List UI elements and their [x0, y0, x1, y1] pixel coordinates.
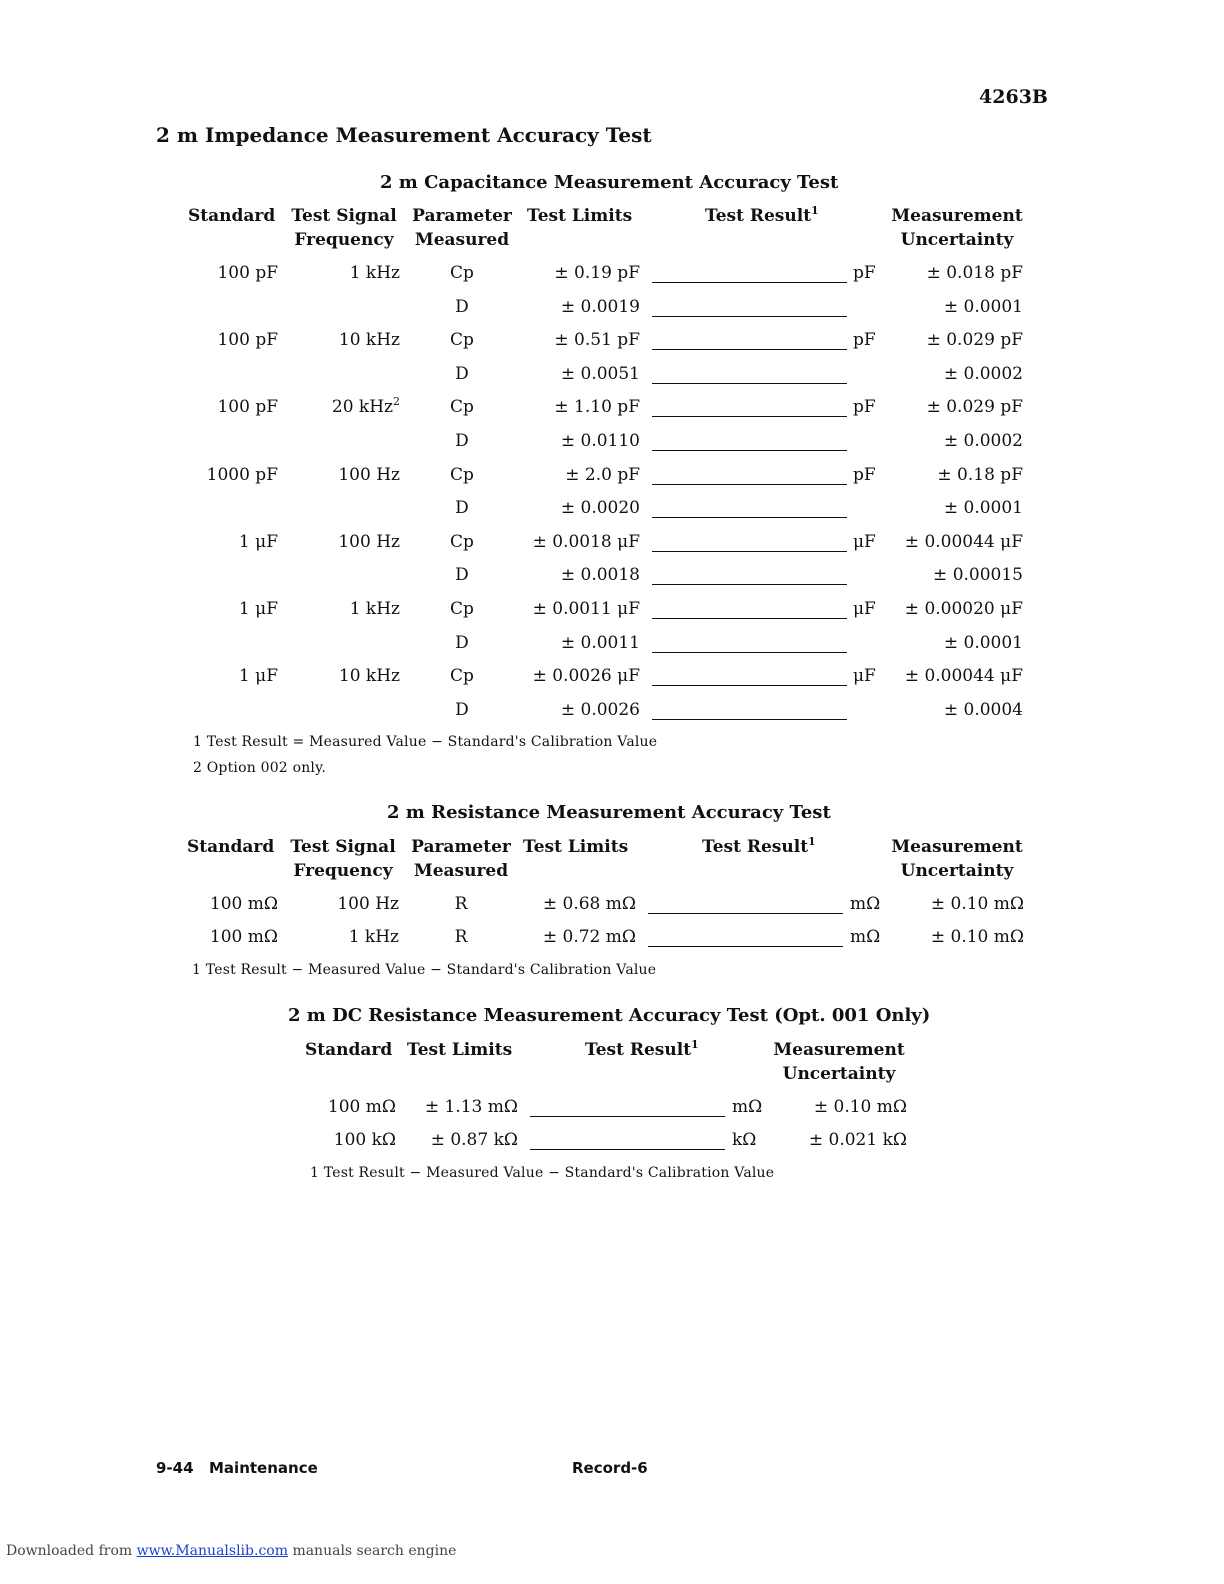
- res-parameter-cell: R: [454, 927, 468, 947]
- cap-uncertainty-cell: ± 0.00015: [933, 565, 1023, 586]
- dc-resistance-table-title: 2 m DC Resistance Measurement Accuracy Test (Opt. 001 Only): [288, 1005, 931, 1026]
- cap-limit-cell: ± 0.0018: [560, 565, 640, 586]
- dc-header-result: Test Result$^1$: [585, 1038, 699, 1060]
- cap-limit-cell: ± 0.0011 μF: [532, 599, 640, 619]
- cap-limit-cell: ± 1.10 pF: [554, 397, 640, 418]
- cap-unit-cell: μF: [853, 531, 876, 552]
- cap-standard-cell: 1000 pF: [206, 464, 278, 485]
- res-standard-cell: 100 mΩ: [209, 894, 278, 914]
- cap-parameter-cell: Cp: [450, 464, 474, 485]
- cap-unit-cell: pF: [853, 397, 876, 418]
- cap-unit-cell: pF: [853, 330, 876, 351]
- cap-parameter-cell: D: [455, 632, 469, 653]
- cap-result-blank[interactable]: [652, 719, 847, 720]
- res-parameter-cell: R: [454, 894, 468, 914]
- dc-limit-cell: ± 1.13 mΩ: [424, 1097, 518, 1117]
- download-prefix: Downloaded from: [6, 1543, 133, 1559]
- cap-limit-cell: ± 0.0026 μF: [532, 666, 640, 687]
- cap-limit-cell: ± 0.0051: [560, 363, 640, 384]
- res-header-result: Test Result$^1$: [702, 835, 816, 857]
- cap-result-blank[interactable]: [652, 517, 847, 518]
- dc-uncertainty-cell: ± 0.10 mΩ: [813, 1097, 907, 1117]
- cap-frequency-cell: 100 Hz: [338, 531, 400, 552]
- cap-result-blank[interactable]: [652, 584, 847, 585]
- res-uncertainty-cell: ± 0.10 mΩ: [930, 894, 1024, 914]
- dc-header-uncertainty: Measurement Uncertainty: [773, 1040, 905, 1084]
- cap-uncertainty-cell: ± 0.0001: [943, 498, 1023, 519]
- res-header-parameter: Parameter Measured: [411, 837, 511, 881]
- cap-result-blank[interactable]: [652, 316, 847, 317]
- footer-record: Record-6: [572, 1459, 648, 1477]
- section-title: 2 m Impedance Measurement Accuracy Test: [156, 123, 652, 147]
- cap-limit-cell: ± 0.51 pF: [554, 330, 640, 351]
- dc-standard-cell: 100 kΩ: [333, 1130, 396, 1150]
- cap-uncertainty-cell: ± 0.00020 μF: [904, 599, 1023, 619]
- capacitance-table-title: 2 m Capacitance Measurement Accuracy Test: [380, 172, 839, 193]
- resistance-table-title: 2 m Resistance Measurement Accuracy Test: [387, 802, 831, 823]
- cap-footnote-2: 2 Option 002 only.: [193, 760, 326, 776]
- cap-uncertainty-cell: ± 0.0004: [943, 699, 1023, 720]
- cap-header-parameter: Parameter Measured: [412, 206, 512, 250]
- cap-result-blank[interactable]: [652, 450, 847, 451]
- cap-parameter-cell: D: [455, 431, 469, 451]
- res-limit-cell: ± 0.72 mΩ: [542, 927, 636, 947]
- res-uncertainty-cell: ± 0.10 mΩ: [930, 927, 1024, 947]
- cap-limit-cell: ± 0.0011: [560, 632, 640, 653]
- cap-unit-cell: pF: [853, 464, 876, 485]
- footer-chapter: Maintenance: [209, 1459, 318, 1477]
- cap-footnote-1: 1 Test Result = Measured Value − Standard's Calibration Value: [193, 734, 658, 750]
- cap-limit-cell: ± 0.19 pF: [554, 263, 640, 283]
- cap-parameter-cell: Cp: [450, 263, 474, 283]
- res-result-blank[interactable]: [648, 913, 843, 914]
- res-header-uncertainty: Measurement Uncertainty: [891, 837, 1023, 881]
- cap-uncertainty-cell: ± 0.0002: [943, 431, 1023, 451]
- cap-parameter-cell: D: [455, 363, 469, 384]
- model-number: 4263B: [979, 86, 1048, 108]
- res-standard-cell: 100 mΩ: [209, 927, 278, 947]
- cap-parameter-cell: Cp: [450, 666, 474, 687]
- cap-parameter-cell: D: [455, 699, 469, 720]
- res-result-blank[interactable]: [648, 946, 843, 947]
- cap-header-uncertainty: Measurement Uncertainty: [891, 206, 1023, 250]
- cap-unit-cell: μF: [853, 599, 876, 619]
- cap-standard-cell: 100 pF: [217, 330, 278, 351]
- cap-uncertainty-cell: ± 0.0001: [943, 296, 1023, 317]
- cap-unit-cell: pF: [853, 263, 876, 283]
- cap-limit-cell: ± 2.0 pF: [565, 464, 640, 485]
- cap-limit-cell: ± 0.0026: [560, 699, 640, 720]
- cap-uncertainty-cell: ± 0.029 pF: [926, 397, 1023, 418]
- dc-header-standard: Standard: [305, 1040, 393, 1060]
- cap-result-blank[interactable]: [652, 349, 847, 350]
- cap-parameter-cell: Cp: [450, 397, 474, 418]
- cap-frequency-cell: 10 kHz: [338, 666, 400, 687]
- cap-result-blank[interactable]: [652, 685, 847, 686]
- cap-result-blank[interactable]: [652, 551, 847, 552]
- cap-result-blank[interactable]: [652, 416, 847, 417]
- dc-standard-cell: 100 mΩ: [327, 1097, 396, 1117]
- cap-result-blank[interactable]: [652, 282, 847, 283]
- cap-header-frequency: Test Signal Frequency: [291, 206, 397, 250]
- dc-unit-cell: mΩ: [732, 1097, 763, 1117]
- cap-uncertainty-cell: ± 0.029 pF: [926, 330, 1023, 351]
- res-limit-cell: ± 0.68 mΩ: [542, 894, 636, 914]
- download-line: [6, 1543, 456, 1559]
- cap-uncertainty-cell: ± 0.018 pF: [926, 263, 1023, 283]
- dc-result-blank[interactable]: [530, 1116, 725, 1117]
- cap-limit-cell: ± 0.0018 μF: [532, 531, 640, 552]
- dc-header-limits: Test Limits: [407, 1040, 513, 1060]
- download-suffix: manuals search engine: [292, 1543, 457, 1559]
- cap-parameter-cell: Cp: [450, 599, 474, 619]
- res-unit-cell: mΩ: [850, 927, 881, 947]
- cap-limit-cell: ± 0.0020: [560, 498, 640, 519]
- cap-header-result: Test Result$^1$: [705, 204, 819, 226]
- cap-standard-cell: 1 μF: [238, 666, 278, 687]
- cap-standard-cell: 100 pF: [217, 397, 278, 418]
- res-frequency-cell: 1 kHz: [348, 927, 399, 947]
- cap-standard-cell: 1 μF: [238, 599, 278, 619]
- cap-uncertainty-cell: ± 0.00044 μF: [904, 666, 1023, 687]
- cap-result-blank[interactable]: [652, 618, 847, 619]
- cap-limit-cell: ± 0.0110: [560, 431, 640, 451]
- cap-parameter-cell: Cp: [450, 330, 474, 351]
- cap-frequency-cell: 100 Hz: [338, 464, 400, 485]
- cap-standard-cell: 1 μF: [238, 531, 278, 552]
- cap-parameter-cell: D: [455, 565, 469, 586]
- cap-frequency-cell: 10 kHz: [338, 330, 400, 351]
- cap-frequency-cell: 1 kHz: [349, 599, 400, 619]
- dc-footnote-1: 1 Test Result − Measured Value − Standard's Calibration Value: [310, 1165, 775, 1181]
- res-header-standard: Standard: [187, 837, 275, 857]
- cap-parameter-cell: Cp: [450, 531, 474, 552]
- res-unit-cell: mΩ: [850, 894, 881, 914]
- footer-page-number: 9-44: [156, 1459, 194, 1477]
- cap-parameter-cell: D: [455, 296, 469, 317]
- cap-parameter-cell: D: [455, 498, 469, 519]
- cap-header-limits: Test Limits: [527, 206, 633, 226]
- cap-frequency-cell: 20 kHz$^2$: [331, 395, 400, 418]
- res-header-frequency: Test Signal Frequency: [290, 837, 396, 881]
- res-header-limits: Test Limits: [523, 837, 629, 857]
- cap-result-blank[interactable]: [652, 383, 847, 384]
- cap-uncertainty-cell: ± 0.00044 μF: [904, 531, 1023, 552]
- cap-uncertainty-cell: ± 0.0002: [943, 363, 1023, 384]
- dc-unit-cell: kΩ: [732, 1130, 757, 1150]
- cap-result-blank[interactable]: [652, 484, 847, 485]
- cap-standard-cell: 100 pF: [217, 263, 278, 283]
- cap-limit-cell: ± 0.0019: [560, 296, 640, 317]
- manualslib-link[interactable]: www.Manualslib.com: [136, 1543, 288, 1559]
- dc-limit-cell: ± 0.87 kΩ: [430, 1130, 518, 1150]
- cap-frequency-cell: 1 kHz: [349, 263, 400, 283]
- cap-result-blank[interactable]: [652, 652, 847, 653]
- dc-uncertainty-cell: ± 0.021 kΩ: [808, 1130, 907, 1150]
- dc-result-blank[interactable]: [530, 1149, 725, 1150]
- res-footnote-1: 1 Test Result − Measured Value − Standard's Calibration Value: [192, 962, 657, 978]
- res-frequency-cell: 100 Hz: [337, 894, 399, 914]
- cap-header-standard: Standard: [188, 206, 276, 226]
- cap-uncertainty-cell: ± 0.18 pF: [937, 464, 1023, 485]
- cap-unit-cell: μF: [853, 666, 876, 687]
- cap-uncertainty-cell: ± 0.0001: [943, 632, 1023, 653]
